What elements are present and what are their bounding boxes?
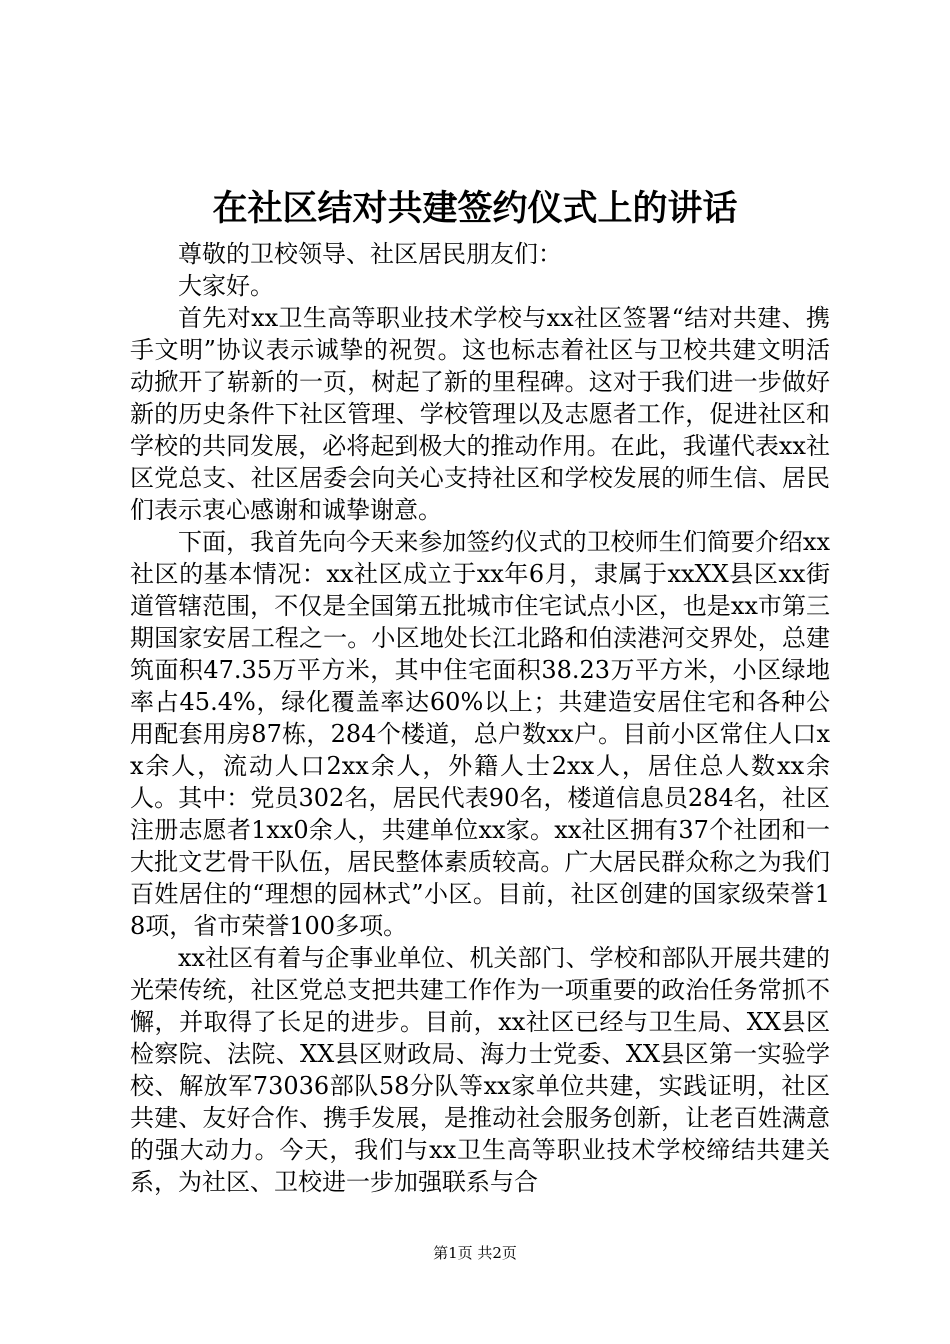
page-footer: 第1页 共2页 <box>433 1244 517 1262</box>
document-title: 在社区结对共建签约仪式上的讲话 <box>212 188 738 229</box>
paragraph-salutation: 尊敬的卫校领导、社区居民朋友们： <box>178 240 562 268</box>
paragraph-congratulation: 首先对xx卫生高等职业技术学校与xx社区签署“结对共建、携手文明”协议表示诚挚的祝贺。这也标志着社区与卫校共建文明活动掀开了崭新的一页，树起了新的里程碑。这对于我们进一步做好新的历史条件下社区管理、学校管理以及志愿者工作，促进社区和学校的共同发展，必将起到极大的推动作用。在此，我谨代表xx社区党总支、社区居委会向关心支持社区和学校发展的师生信、居民们表示衷心感谢和诚挚谢意。 <box>130 304 830 524</box>
paragraph-community-overview: 下面，我首先向今天来参加签约仪式的卫校师生们简要介绍xx社区的基本情况：xx社区成立于xx年6月，隶属于xxXX县区xx街道管辖范围，不仅是全国第五批城市住宅试点小区，也是xx市第三期国家安居工程之一。小区地处长江北路和伯渎港河交界处，总建筑面积47.35万平方米，其中住宅面积38.23万平方米，小区绿地率占45.4%，绿化覆盖率达60%以上；共建造安居住宅和各种公用配套用房87栋，284个楼道，总户数xx户。目前小区常住人口xx余人，流动人口2xx余人，外籍人士2xx人，居住总人数xx余人。其中：党员302名，居民代表90名，楼道信息员284名，社区注册志愿者1xx0余人，共建单位xx家。xx社区拥有37个社团和一大批文艺骨干队伍，居民整体素质较高。广大居民群众称之为我们百姓居住的“理想的园林式”小区。目前，社区创建的国家级荣誉18项，省市荣誉100多项。 <box>130 528 830 940</box>
paragraph-greeting: 大家好。 <box>178 272 274 300</box>
document-body <box>130 238 830 1198</box>
paragraph-joint-construction: xx社区有着与企事业单位、机关部门、学校和部队开展共建的光荣传统，社区党总支把共建工作作为一项重要的政治任务常抓不懈，并取得了长足的进步。目前，xx社区已经与卫生局、XX县区检察院、法院、XX县区财政局、海力士党委、XX县区第一实验学校、解放军73036部队58分队等xx家单位共建，实践证明，社区共建、友好合作、携手发展，是推动社会服务创新，让老百姓满意的强大动力。今天，我们与xx卫生高等职业技术学校缔结共建关系，为社区、卫校进一步加强联系与合 <box>130 944 830 1196</box>
